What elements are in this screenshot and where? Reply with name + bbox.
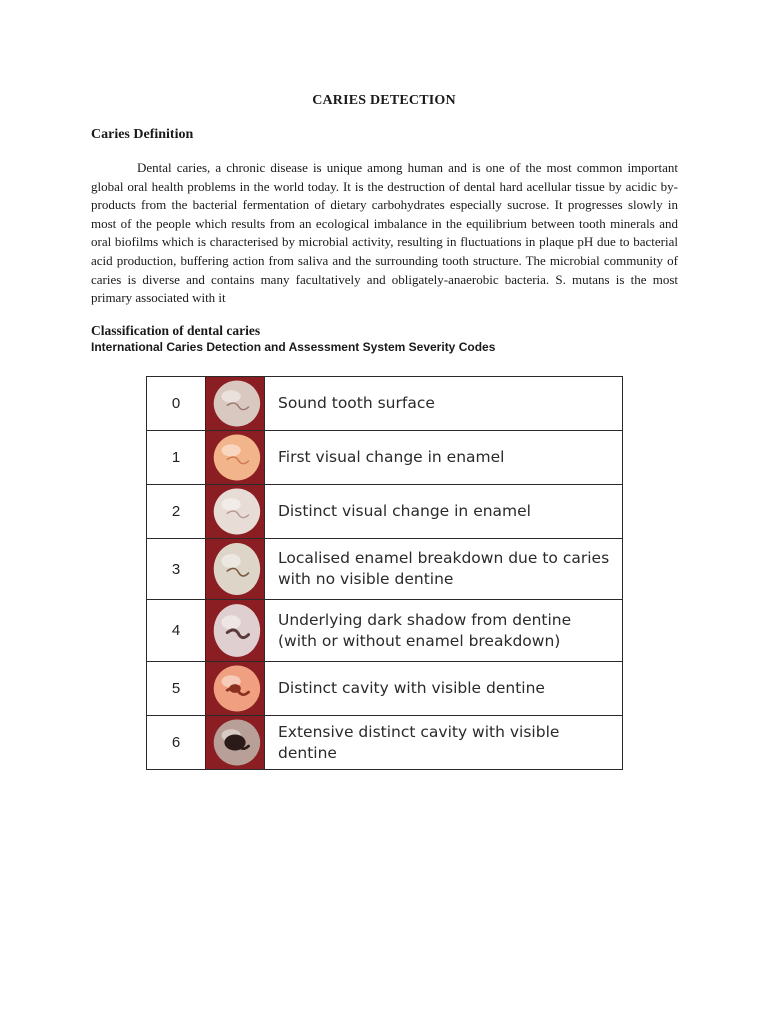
tooth-photo <box>205 716 265 769</box>
severity-row-1 <box>147 431 622 485</box>
severity-row-5 <box>147 662 622 716</box>
severity-row-0 <box>147 377 622 431</box>
severity-description-line: Sound tooth surface <box>278 394 435 412</box>
severity-description <box>265 431 622 484</box>
severity-code: 1 <box>171 449 181 466</box>
icdas-severity-table <box>146 376 623 770</box>
severity-description <box>265 485 622 538</box>
tooth-photo <box>205 662 265 715</box>
severity-description-line: Extensive distinct cavity with visible dentine <box>278 722 560 762</box>
tooth-photo <box>205 485 265 538</box>
severity-description-line: with no visible dentine <box>278 570 454 588</box>
tooth-photo <box>205 539 265 599</box>
severity-row-4 <box>147 600 622 662</box>
severity-code: 0 <box>171 395 181 412</box>
severity-description-line: Distinct visual change in enamel <box>278 502 531 520</box>
severity-description-line: First visual change in enamel <box>278 448 505 466</box>
tooth-photo <box>205 600 265 661</box>
severity-row-2 <box>147 485 622 539</box>
severity-code: 5 <box>171 680 181 697</box>
severity-description <box>265 377 622 430</box>
tooth-photo <box>205 377 265 430</box>
severity-code: 4 <box>171 622 181 639</box>
severity-description-line: Distinct cavity with visible dentine <box>278 679 545 697</box>
caries-definition-heading: Caries Definition <box>91 127 194 142</box>
severity-description-line: (with or without enamel breakdown) <box>278 631 561 650</box>
document-title: CARIES DETECTION <box>312 93 456 108</box>
classification-heading: Classification of dental caries <box>91 323 261 338</box>
severity-description-line: Underlying dark shadow from dentine <box>278 610 572 629</box>
severity-description <box>265 600 622 661</box>
severity-description-line: Localised enamel breakdown due to caries <box>278 549 610 567</box>
severity-row-6 <box>147 716 622 769</box>
severity-row-3 <box>147 539 622 600</box>
severity-code: 2 <box>171 503 181 520</box>
severity-description <box>265 662 622 715</box>
tooth-photo <box>205 431 265 484</box>
severity-code: 6 <box>171 734 181 751</box>
severity-description <box>265 539 622 599</box>
caries-definition-paragraph: Dental caries, a chronic disease is unique among human and is one of the most common important global oral health problems in the world today. It is the destruction of dental hard acellular tissue by acidic by-products from the bacterial fermentation of dietary carbohydrates especially sucrose. It progresses slowly in most of the people which results from an ecological imbalance in the equilibrium between tooth minerals and oral biofilms which is characterised by microbial activity, resulting in fluctuations in plaque pH due to bacterial acid production, buffering action from saliva and the surrounding tooth structure. The microbial community of caries is diverse and contains many facultatively and obligately-anaerobic bacteria. S. mutans is the most primary associated with it <box>91 160 678 306</box>
severity-code: 3 <box>171 560 181 578</box>
icdas-subheading: International Caries Detection and Assessment System Severity Codes <box>91 340 496 354</box>
severity-description <box>265 716 622 769</box>
